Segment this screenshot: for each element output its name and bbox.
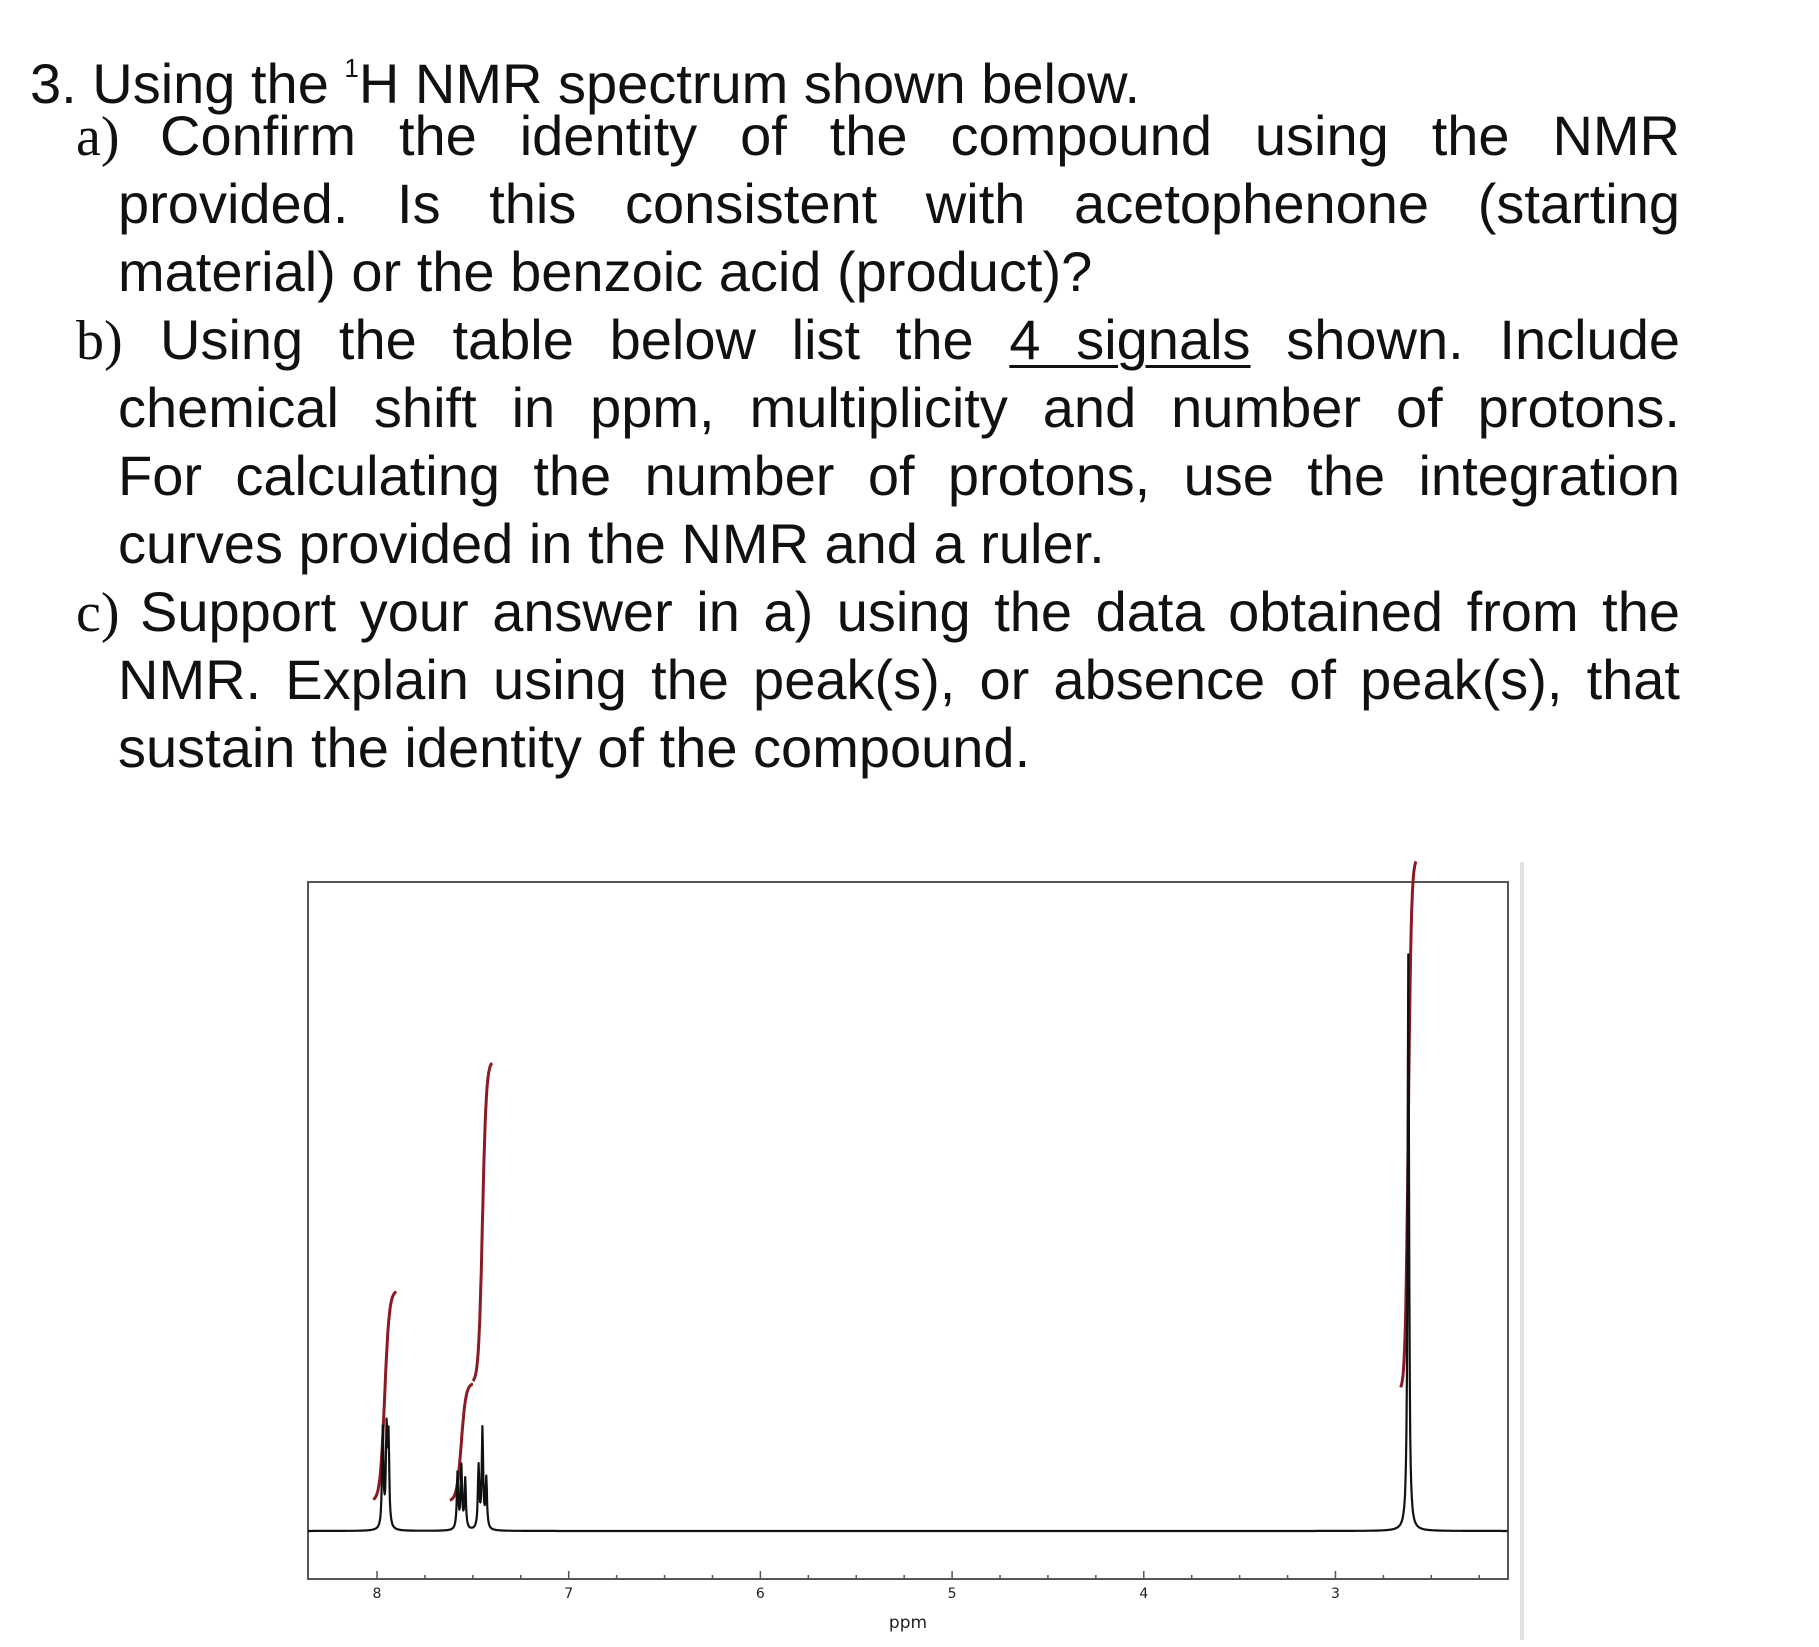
x-tick-label: 6 (755, 1586, 765, 1602)
part-b-marker: b) (76, 310, 123, 372)
spectrum-trace (308, 954, 1508, 1531)
x-tick-label: 4 (1139, 1586, 1149, 1602)
part-c-line-2: NMR. Explain using the peak(s), or absence of peak(s), that (118, 648, 1680, 711)
x-tick-label: 8 (372, 1586, 382, 1602)
part-b-line-4: curves provided in the NMR and a ruler. (118, 512, 1105, 575)
x-axis-title: ppm (888, 1613, 928, 1633)
part-c-line-1: Support your answer in a) using the data obtained from the (140, 580, 1680, 643)
four-signals-underlined: 4 signals (1009, 308, 1251, 371)
part-a-line-1: Confirm the identity of the compound using the NMR (160, 104, 1680, 167)
x-tick-label: 3 (1331, 1586, 1340, 1602)
part-c-marker: c) (76, 582, 120, 644)
integral-curve (473, 1063, 492, 1381)
x-axis-ticks (373, 1571, 1480, 1602)
part-b-line-2: chemical shift in ppm, multiplicity and number of protons. (118, 376, 1680, 439)
part-a-line-3: material) or the benzoic acid (product)? (118, 240, 1093, 303)
integral-curves (373, 861, 1416, 1500)
part-c-line-3: sustain the identity of the compound. (118, 716, 1031, 779)
x-tick-label: 7 (564, 1586, 574, 1602)
question-heading: 3. Using the $^1$H NMR spectrum shown below. (30, 52, 1141, 115)
part-a-marker: a) (76, 106, 120, 168)
part-b-line-3: For calculating the number of protons, use the integration (118, 444, 1680, 507)
part-b-line-1: Using the table below list the 4 signals shown. Include (160, 308, 1680, 371)
part-a-line-2: provided. Is this consistent with acetophenone (starting (118, 172, 1680, 235)
plot-frame (308, 882, 1508, 1579)
x-tick-label: 5 (947, 1586, 957, 1602)
